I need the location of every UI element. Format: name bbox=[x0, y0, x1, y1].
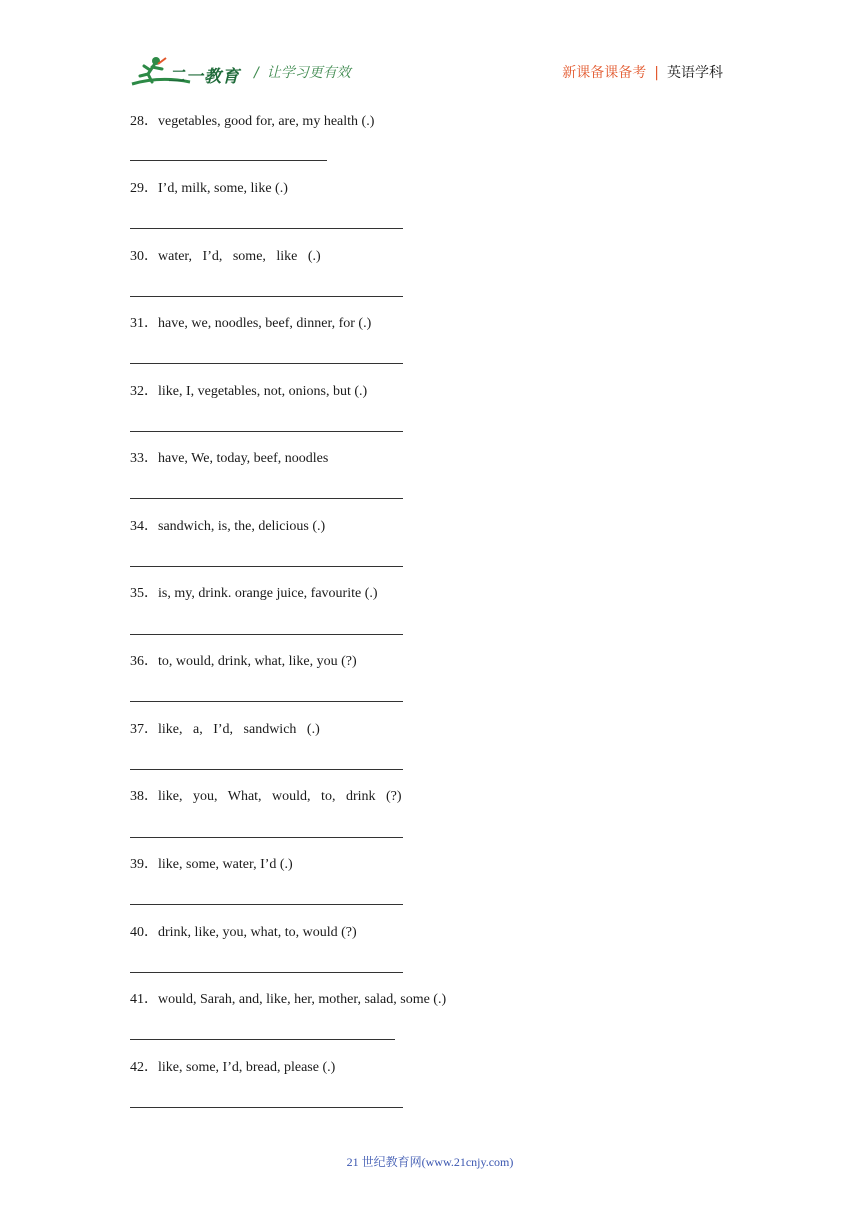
answer-line[interactable] bbox=[130, 904, 403, 905]
question-34 bbox=[130, 518, 325, 536]
question-text: like, I, vegetables, not, onions, but (.) bbox=[158, 384, 368, 399]
question-33 bbox=[130, 450, 328, 468]
question-39 bbox=[130, 856, 293, 874]
question-number: 31． bbox=[130, 316, 158, 331]
subject-label: 英语学科 bbox=[667, 65, 723, 81]
question-text: like, you, What, would, to, drink (?) bbox=[158, 789, 402, 804]
answer-line[interactable] bbox=[130, 498, 403, 499]
question-number: 30． bbox=[130, 249, 158, 264]
slogan bbox=[254, 62, 351, 82]
question-text: I’d, milk, some, like (.) bbox=[158, 181, 288, 196]
answer-line[interactable] bbox=[130, 363, 403, 364]
question-38 bbox=[130, 788, 402, 806]
page-header bbox=[0, 0, 860, 100]
question-36 bbox=[130, 653, 357, 671]
question-40 bbox=[130, 924, 357, 942]
question-text: drink, like, you, what, to, would (?) bbox=[158, 925, 357, 940]
question-number: 39． bbox=[130, 857, 158, 872]
question-text: sandwich, is, the, delicious (.) bbox=[158, 519, 326, 534]
answer-line[interactable] bbox=[130, 701, 403, 702]
question-37 bbox=[130, 721, 320, 739]
question-text: to, would, drink, what, like, you (?) bbox=[158, 654, 357, 669]
answer-line[interactable] bbox=[130, 228, 403, 229]
course-label: 新课备课备考 bbox=[562, 65, 647, 81]
answer-line[interactable] bbox=[130, 837, 403, 838]
question-number: 32． bbox=[130, 384, 158, 399]
question-text: have, we, noodles, beef, dinner, for (.) bbox=[158, 316, 372, 331]
page-footer: 21 世纪教育网(www.21cnjy.com) bbox=[346, 1155, 514, 1169]
question-35 bbox=[130, 585, 378, 603]
logo-text: 二一教育 bbox=[168, 67, 240, 87]
question-number: 34． bbox=[130, 519, 158, 534]
question-text: would, Sarah, and, like, her, mother, salad, some (.) bbox=[158, 992, 447, 1007]
question-text: water, I’d, some, like (.) bbox=[158, 249, 321, 264]
question-29 bbox=[130, 180, 288, 198]
answer-line[interactable] bbox=[130, 296, 403, 297]
question-number: 28． bbox=[130, 114, 158, 129]
question-31 bbox=[130, 315, 371, 333]
answer-line[interactable] bbox=[130, 634, 403, 635]
answer-line[interactable] bbox=[130, 1039, 395, 1040]
question-number: 37． bbox=[130, 722, 158, 737]
question-text: have, We, today, beef, noodles bbox=[158, 451, 329, 466]
question-41 bbox=[130, 991, 446, 1009]
answer-line[interactable] bbox=[130, 769, 403, 770]
slash-divider: / bbox=[254, 65, 259, 81]
question-number: 36． bbox=[130, 654, 158, 669]
answer-line[interactable] bbox=[130, 972, 403, 973]
question-42 bbox=[130, 1059, 335, 1077]
question-28 bbox=[130, 113, 374, 131]
question-number: 29． bbox=[130, 181, 158, 196]
header-right bbox=[562, 62, 723, 82]
question-number: 40． bbox=[130, 925, 158, 940]
question-number: 38． bbox=[130, 789, 158, 804]
question-30 bbox=[130, 248, 321, 266]
answer-line[interactable] bbox=[130, 566, 403, 567]
slogan-text: 让学习更有效 bbox=[266, 65, 351, 81]
answer-line[interactable] bbox=[130, 1107, 403, 1108]
question-text: like, some, water, I’d (.) bbox=[158, 857, 293, 872]
question-32 bbox=[130, 383, 367, 401]
question-number: 35． bbox=[130, 586, 158, 601]
question-text: is, my, drink. orange juice, favourite (.) bbox=[158, 586, 378, 601]
question-text: like, some, I’d, bread, please (.) bbox=[158, 1060, 336, 1075]
question-text: like, a, I’d, sandwich (.) bbox=[158, 722, 320, 737]
header-divider: | bbox=[654, 65, 659, 81]
answer-line[interactable] bbox=[130, 431, 403, 432]
question-text: vegetables, good for, are, my health (.) bbox=[158, 114, 375, 129]
answer-line[interactable] bbox=[130, 160, 327, 161]
question-number: 33． bbox=[130, 451, 158, 466]
question-number: 41． bbox=[130, 992, 158, 1007]
question-number: 42． bbox=[130, 1060, 158, 1075]
